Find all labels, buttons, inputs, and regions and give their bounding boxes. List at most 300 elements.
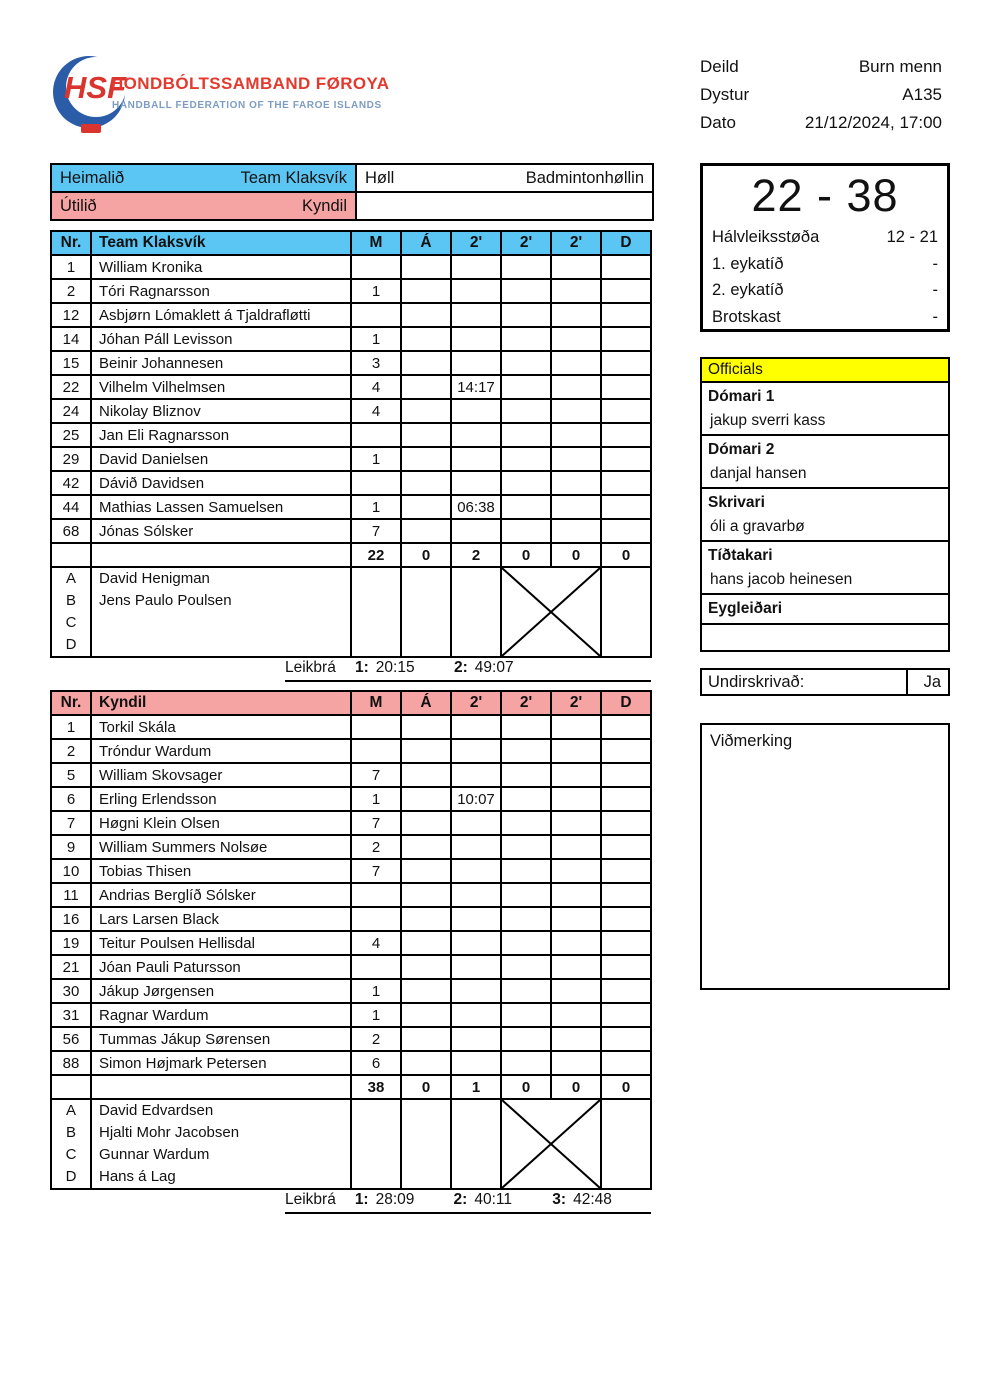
away-roster-table (50, 690, 652, 1190)
col-susp2: 2' (501, 231, 551, 255)
meta-value: 21/12/2024, 17:00 (804, 113, 942, 132)
cross-icon (502, 1100, 600, 1188)
staff-names: David Henigman Jens Paulo Poulsen (91, 567, 351, 657)
col-goals: M (351, 231, 401, 255)
col-team: Team Klaksvík (91, 231, 351, 255)
player-number: 11 (51, 883, 91, 907)
player-number: 12 (51, 303, 91, 327)
suspension3-cell (551, 859, 601, 883)
suspension1-cell: 06:38 (451, 495, 501, 519)
meta-row-dystur (700, 81, 942, 109)
player-row (51, 907, 651, 931)
suspension2-cell (501, 811, 551, 835)
goals-cell: 2 (351, 1027, 401, 1051)
player-number: 7 (51, 811, 91, 835)
disqualification-cell (601, 1003, 651, 1027)
player-row (51, 447, 651, 471)
player-name: Beinir Johannesen (91, 351, 351, 375)
warning-cell (401, 859, 451, 883)
suspension1-cell (451, 979, 501, 1003)
suspension2-cell (501, 931, 551, 955)
halftime-row: Hálvleiksstøða 12 - 21 (712, 224, 938, 251)
signed-box (700, 668, 950, 696)
suspension3-cell (551, 327, 601, 351)
disqualification-cell (601, 1051, 651, 1075)
goals-cell (351, 715, 401, 739)
goals-cell: 3 (351, 351, 401, 375)
away-row (52, 191, 652, 219)
timeout-entry: 2: 40:11 (453, 1191, 512, 1208)
goals-cell: 4 (351, 375, 401, 399)
warning-cell (401, 955, 451, 979)
suspension2-cell (501, 859, 551, 883)
hall-cell (357, 165, 652, 191)
col-susp2: 2' (501, 691, 551, 715)
disqualification-cell (601, 1027, 651, 1051)
home-team-cell (52, 165, 357, 191)
goals-cell: 1 (351, 787, 401, 811)
suspension3-cell (551, 375, 601, 399)
meta-label: Deild (700, 57, 739, 76)
disqualification-cell (601, 907, 651, 931)
goals-cell: 4 (351, 399, 401, 423)
player-number: 16 (51, 907, 91, 931)
disqualification-cell (601, 447, 651, 471)
suspension1-cell (451, 859, 501, 883)
player-name: Nikolay Bliznov (91, 399, 351, 423)
suspension3-cell (551, 883, 601, 907)
suspension3-cell (551, 1003, 601, 1027)
suspension3-cell (551, 811, 601, 835)
meta-row-dato (700, 109, 942, 137)
warning-cell (401, 327, 451, 351)
warning-cell (401, 399, 451, 423)
home-header-row (51, 231, 651, 255)
suspension1-cell (451, 303, 501, 327)
player-name: Erling Erlendsson (91, 787, 351, 811)
remarks-label: Viðmerking (710, 732, 793, 750)
goals-cell (351, 907, 401, 931)
officials-title: Officials (700, 357, 950, 383)
suspension3-cell (551, 255, 601, 279)
player-name: Lars Larsen Black (91, 907, 351, 931)
suspension1-cell (451, 423, 501, 447)
overtime1-row: 1. eykatíð - (712, 254, 938, 273)
warning-cell (401, 495, 451, 519)
suspension1-cell (451, 1051, 501, 1075)
player-number: 25 (51, 423, 91, 447)
away-label: Útilið (60, 196, 97, 215)
suspension1-cell (451, 835, 501, 859)
col-team: Kyndil (91, 691, 351, 715)
goals-cell: 2 (351, 835, 401, 859)
away-hall-cell (357, 193, 652, 219)
match-meta (700, 53, 942, 137)
disqualification-cell (601, 811, 651, 835)
player-name: Teitur Poulsen Hellisdal (91, 931, 351, 955)
suspension3-cell (551, 447, 601, 471)
player-name: Tummas Jákup Sørensen (91, 1027, 351, 1051)
player-name: Jóhan Páll Levisson (91, 327, 351, 351)
goals-cell: 6 (351, 1051, 401, 1075)
suspension1-cell (451, 399, 501, 423)
col-disq: D (601, 231, 651, 255)
meta-row-deild (700, 53, 942, 81)
player-row (51, 787, 651, 811)
suspension3-cell (551, 931, 601, 955)
warning-cell (401, 279, 451, 303)
disqualification-cell (601, 495, 651, 519)
player-number: 15 (51, 351, 91, 375)
player-row (51, 279, 651, 303)
warning-cell (401, 471, 451, 495)
federation-logo-icon (44, 54, 144, 134)
player-name: Jákup Jørgensen (91, 979, 351, 1003)
suspension2-cell (501, 787, 551, 811)
player-name: Ragnar Wardum (91, 1003, 351, 1027)
suspension2-cell (501, 763, 551, 787)
suspension3-cell (551, 739, 601, 763)
player-row (51, 399, 651, 423)
home-totals-row: 22 0 2 0 0 0 (51, 543, 651, 567)
player-number: 10 (51, 859, 91, 883)
warning-cell (401, 447, 451, 471)
suspension3-cell (551, 787, 601, 811)
player-number: 68 (51, 519, 91, 543)
suspension1-cell (451, 1027, 501, 1051)
disqualification-cell (601, 787, 651, 811)
suspension2-cell (501, 471, 551, 495)
suspension1-cell (451, 255, 501, 279)
away-game-times: Leikbrá 1: 28:09 2: 40:11 3: 42:48 (285, 1191, 651, 1214)
away-team-name: Kyndil (302, 196, 347, 215)
suspension1-cell (451, 351, 501, 375)
goals-cell: 1 (351, 495, 401, 519)
col-nr: Nr. (51, 691, 91, 715)
warning-cell (401, 739, 451, 763)
goals-cell: 1 (351, 1003, 401, 1027)
disqualification-cell (601, 859, 651, 883)
warning-cell (401, 715, 451, 739)
home-roster-table (50, 230, 652, 658)
total-goals: 38 (351, 1075, 401, 1099)
player-row (51, 955, 651, 979)
federation-subtitle: HANDBALL FEDERATION OF THE FAROE ISLANDS (112, 100, 382, 111)
player-row (51, 931, 651, 955)
col-warning: Á (401, 231, 451, 255)
warning-cell (401, 423, 451, 447)
crossed-out-cell (501, 567, 601, 657)
player-number: 5 (51, 763, 91, 787)
suspension1-cell (451, 811, 501, 835)
staff-names: David Edvardsen Hjalti Mohr Jacobsen Gunnar Wardum Hans á Lag (91, 1099, 351, 1189)
suspension1-cell: 14:17 (451, 375, 501, 399)
suspension3-cell (551, 979, 601, 1003)
suspension2-cell (501, 907, 551, 931)
warning-cell (401, 763, 451, 787)
suspension1-cell (451, 519, 501, 543)
disqualification-cell (601, 375, 651, 399)
disqualification-cell (601, 835, 651, 859)
player-name: Vilhelm Vilhelmsen (91, 375, 351, 399)
player-row (51, 715, 651, 739)
warning-cell (401, 375, 451, 399)
player-name: Mathias Lassen Samuelsen (91, 495, 351, 519)
col-susp1: 2' (451, 691, 501, 715)
player-name: Jóan Pauli Patursson (91, 955, 351, 979)
suspension2-cell (501, 835, 551, 859)
col-susp1: 2' (451, 231, 501, 255)
away-staff-row (51, 1099, 651, 1189)
suspension3-cell (551, 763, 601, 787)
suspension3-cell (551, 423, 601, 447)
player-row (51, 471, 651, 495)
away-totals-row: 38 0 1 0 0 0 (51, 1075, 651, 1099)
player-name: Jónas Sólsker (91, 519, 351, 543)
player-name: Simon Højmark Petersen (91, 1051, 351, 1075)
player-row (51, 255, 651, 279)
suspension2-cell (501, 979, 551, 1003)
disqualification-cell (601, 327, 651, 351)
signed-value: Ja (906, 670, 948, 694)
player-row (51, 303, 651, 327)
official-observer: Eygleiðari (700, 595, 950, 625)
player-number: 30 (51, 979, 91, 1003)
player-number: 22 (51, 375, 91, 399)
suspension2-cell (501, 327, 551, 351)
home-game-times: Leikbrá 1: 20:15 2: 49:07 (285, 659, 651, 682)
disqualification-cell (601, 279, 651, 303)
suspension2-cell (501, 399, 551, 423)
suspension1-cell (451, 279, 501, 303)
goals-cell (351, 303, 401, 327)
away-team-cell (52, 193, 357, 219)
player-row (51, 1027, 651, 1051)
meta-label: Dystur (700, 85, 750, 104)
suspension2-cell (501, 1003, 551, 1027)
goals-cell: 7 (351, 519, 401, 543)
warning-cell (401, 787, 451, 811)
goals-cell (351, 955, 401, 979)
timeout-entry: 2: 49:07 (454, 659, 514, 676)
disqualification-cell (601, 303, 651, 327)
official-timekeeper: Tíðtakari hans jacob heinesen (700, 542, 950, 595)
goals-cell: 7 (351, 811, 401, 835)
goals-cell (351, 883, 401, 907)
player-name: William Kronika (91, 255, 351, 279)
player-row (51, 883, 651, 907)
warning-cell (401, 351, 451, 375)
timeout-entry: 1: 20:15 (355, 659, 415, 676)
crossed-out-cell (501, 1099, 601, 1189)
player-number: 31 (51, 1003, 91, 1027)
halftime-score: 12 - 21 (886, 228, 938, 246)
suspension2-cell (501, 447, 551, 471)
suspension2-cell (501, 519, 551, 543)
player-number: 1 (51, 715, 91, 739)
suspension1-cell (451, 447, 501, 471)
suspension2-cell (501, 375, 551, 399)
disqualification-cell (601, 763, 651, 787)
match-info-table (50, 163, 654, 221)
player-number: 29 (51, 447, 91, 471)
goals-cell (351, 423, 401, 447)
warning-cell (401, 519, 451, 543)
suspension2-cell (501, 1051, 551, 1075)
staff-letters: A B C D (51, 567, 91, 657)
warning-cell (401, 255, 451, 279)
home-label: Heimalið (60, 168, 125, 187)
player-number: 19 (51, 931, 91, 955)
player-number: 42 (51, 471, 91, 495)
official-observer-value (700, 625, 950, 652)
disqualification-cell (601, 715, 651, 739)
suspension1-cell (451, 883, 501, 907)
player-name: Jan Eli Ragnarsson (91, 423, 351, 447)
player-row (51, 423, 651, 447)
player-row (51, 859, 651, 883)
player-number: 44 (51, 495, 91, 519)
final-score: 22 - 38 (751, 170, 899, 221)
timeout-entry: 1: 28:09 (354, 1191, 415, 1208)
player-row (51, 979, 651, 1003)
player-number: 14 (51, 327, 91, 351)
suspension2-cell (501, 423, 551, 447)
total-goals: 22 (351, 543, 401, 567)
suspension3-cell (551, 1027, 601, 1051)
suspension1-cell (451, 931, 501, 955)
suspension3-cell (551, 1051, 601, 1075)
player-name: Torkil Skála (91, 715, 351, 739)
away-header-row (51, 691, 651, 715)
suspension3-cell (551, 351, 601, 375)
player-row (51, 375, 651, 399)
player-name: Asbjørn Lómaklett á Tjaldrafløtti (91, 303, 351, 327)
disqualification-cell (601, 399, 651, 423)
suspension3-cell (551, 303, 601, 327)
penalty-row: Brotskast - (712, 307, 938, 326)
remarks-box (700, 723, 950, 990)
suspension1-cell (451, 471, 501, 495)
disqualification-cell (601, 471, 651, 495)
warning-cell (401, 907, 451, 931)
warning-cell (401, 835, 451, 859)
suspension3-cell (551, 955, 601, 979)
suspension2-cell (501, 255, 551, 279)
disqualification-cell (601, 931, 651, 955)
timeout-entry: 3: 42:48 (552, 1191, 612, 1208)
player-row (51, 519, 651, 543)
suspension3-cell (551, 399, 601, 423)
goals-cell: 1 (351, 447, 401, 471)
player-row (51, 495, 651, 519)
player-row (51, 1003, 651, 1027)
goals-cell (351, 739, 401, 763)
svg-text:HSF: HSF (64, 70, 126, 105)
suspension1-cell (451, 739, 501, 763)
disqualification-cell (601, 955, 651, 979)
meta-value: Burn menn (858, 57, 942, 76)
cross-icon (502, 568, 600, 656)
player-row (51, 351, 651, 375)
suspension2-cell (501, 955, 551, 979)
goals-cell: 1 (351, 327, 401, 351)
federation-name: HONDBÓLTSSAMBAND FØROYA (111, 74, 390, 93)
player-row (51, 1051, 651, 1075)
suspension1-cell (451, 763, 501, 787)
player-number: 24 (51, 399, 91, 423)
disqualification-cell (601, 519, 651, 543)
player-name: Dávið Davidsen (91, 471, 351, 495)
col-susp3: 2' (551, 691, 601, 715)
col-nr: Nr. (51, 231, 91, 255)
suspension2-cell (501, 351, 551, 375)
suspension3-cell (551, 495, 601, 519)
suspension3-cell (551, 519, 601, 543)
disqualification-cell (601, 979, 651, 1003)
warning-cell (401, 979, 451, 1003)
player-number: 21 (51, 955, 91, 979)
player-name: David Danielsen (91, 447, 351, 471)
player-number: 2 (51, 279, 91, 303)
player-name: Tobias Thisen (91, 859, 351, 883)
disqualification-cell (601, 739, 651, 763)
col-warning: Á (401, 691, 451, 715)
suspension2-cell (501, 883, 551, 907)
suspension1-cell (451, 907, 501, 931)
suspension3-cell (551, 835, 601, 859)
player-number: 1 (51, 255, 91, 279)
player-name: William Summers Nolsøe (91, 835, 351, 859)
warning-cell (401, 1027, 451, 1051)
warning-cell (401, 303, 451, 327)
disqualification-cell (601, 255, 651, 279)
player-row (51, 763, 651, 787)
suspension3-cell (551, 715, 601, 739)
hall-name: Badmintonhøllin (525, 168, 644, 187)
warning-cell (401, 931, 451, 955)
suspension3-cell (551, 471, 601, 495)
officials-panel (700, 357, 950, 652)
player-row (51, 835, 651, 859)
col-disq: D (601, 691, 651, 715)
col-goals: M (351, 691, 401, 715)
suspension2-cell (501, 495, 551, 519)
suspension3-cell (551, 279, 601, 303)
suspension2-cell (501, 279, 551, 303)
official-referee1: Dómari 1 jakup sverri kass (700, 383, 950, 436)
home-team-name: Team Klaksvík (240, 168, 347, 187)
player-number: 6 (51, 787, 91, 811)
player-number: 56 (51, 1027, 91, 1051)
goals-cell: 4 (351, 931, 401, 955)
warning-cell (401, 1003, 451, 1027)
warning-cell (401, 811, 451, 835)
overtime2-row: 2. eykatíð - (712, 281, 938, 299)
suspension1-cell (451, 715, 501, 739)
suspension1-cell (451, 955, 501, 979)
player-name: Tóri Ragnarsson (91, 279, 351, 303)
home-staff-row (51, 567, 651, 657)
suspension1-cell (451, 327, 501, 351)
player-row (51, 327, 651, 351)
goals-cell (351, 255, 401, 279)
suspension2-cell (501, 739, 551, 763)
player-name: Høgni Klein Olsen (91, 811, 351, 835)
score-panel (700, 163, 950, 332)
player-number: 9 (51, 835, 91, 859)
disqualification-cell (601, 423, 651, 447)
